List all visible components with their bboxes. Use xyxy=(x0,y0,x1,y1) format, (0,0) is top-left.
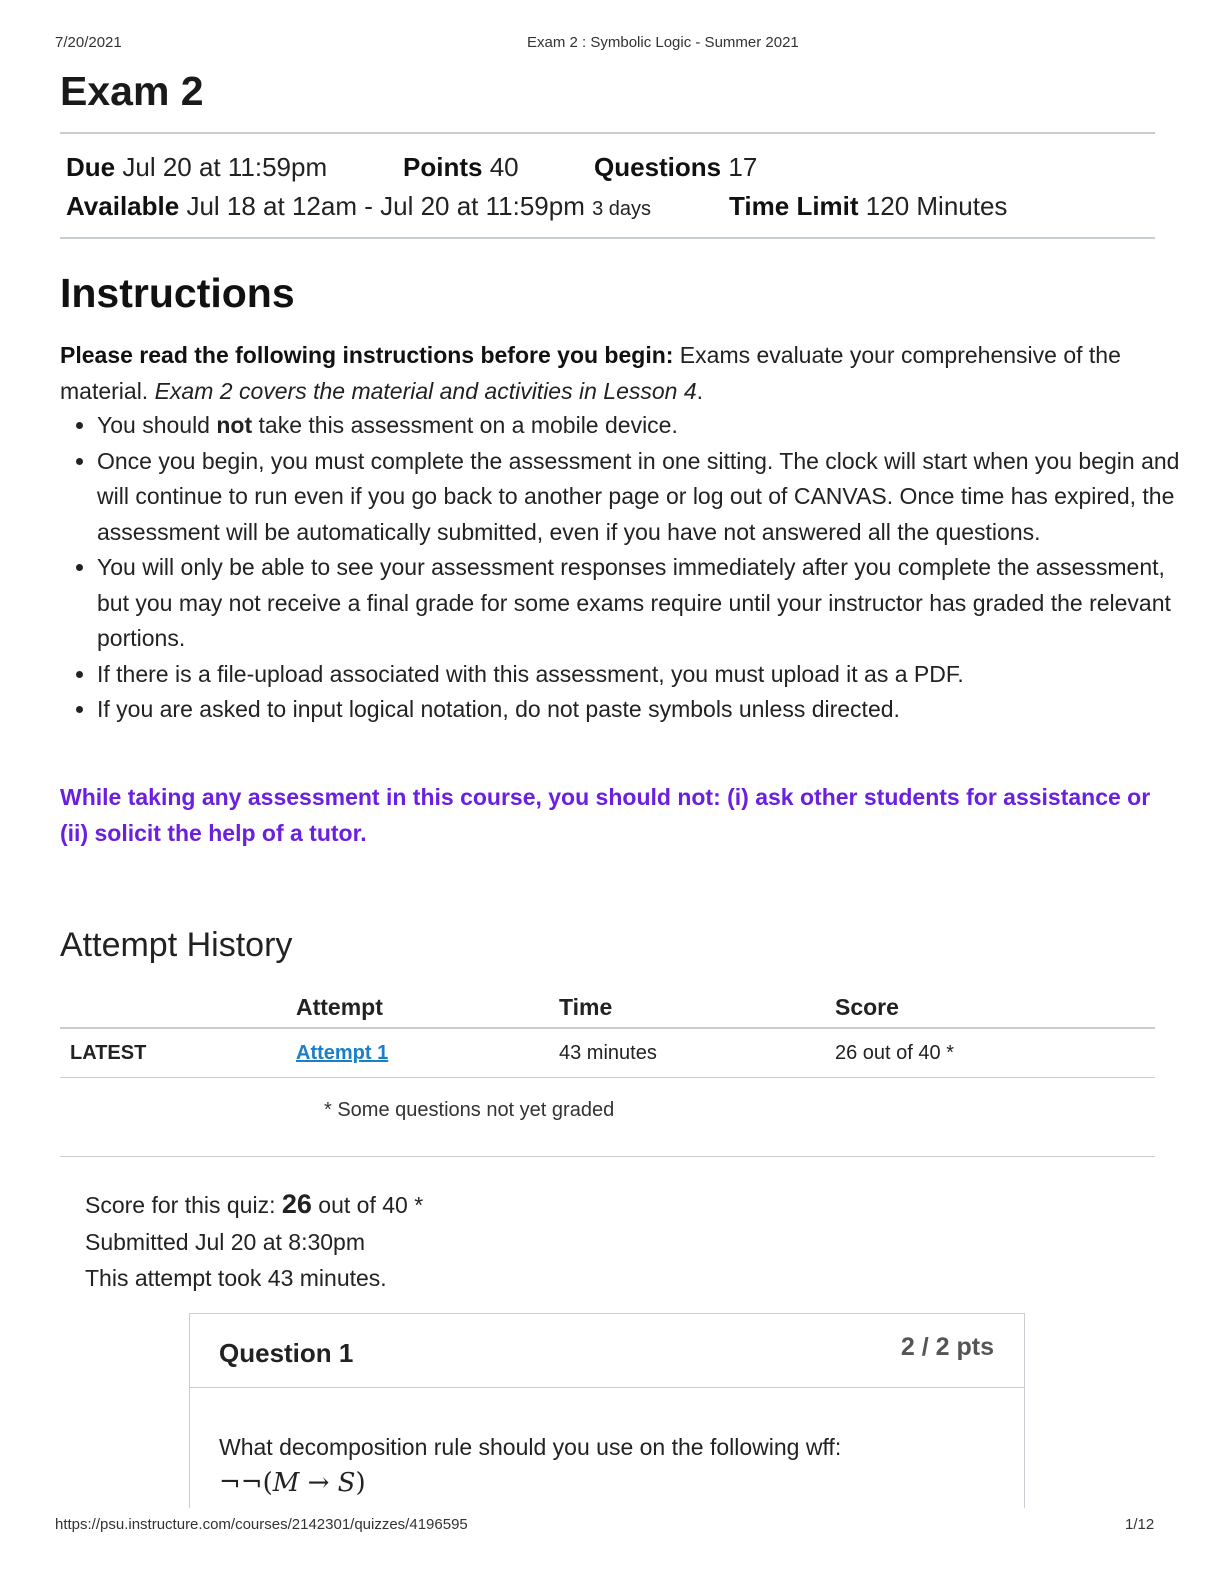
due-value: Jul 20 at 11:59pm xyxy=(122,152,328,182)
points-info xyxy=(403,152,519,183)
question-prompt: What decomposition rule should you use on the following wff: xyxy=(219,1434,842,1460)
question-header xyxy=(190,1314,1024,1388)
header-attempt: Attempt xyxy=(296,994,383,1020)
score-suffix: out of 40 * xyxy=(311,1192,424,1218)
list-item: • You will only be able to see your assessment responses immediately after you complete the assessment, but you may not receive a final grade for some exams require until your instructor has graded the relevant portions. xyxy=(97,550,1192,657)
question-title: Question 1 xyxy=(219,1338,354,1368)
instructions-intro xyxy=(60,338,1160,409)
print-page-title: Exam 2 : Symbolic Logic - Summer 2021 xyxy=(527,34,799,51)
table-header-divider xyxy=(60,1027,1155,1029)
integrity-warning: While taking any assessment in this course, you should not: (i) ask other students for assistance or (ii) solicit the help of a tutor. xyxy=(60,784,1151,846)
score-summary xyxy=(85,1186,423,1297)
intro-end: . xyxy=(696,377,704,404)
table-row-attempt xyxy=(296,1042,388,1065)
page-title: Exam 2 xyxy=(60,68,204,114)
header-score: Score xyxy=(835,994,899,1020)
questions-info xyxy=(594,152,757,183)
due-info xyxy=(66,152,327,183)
time-limit-value: 120 Minutes xyxy=(865,191,1008,221)
list-item: • Once you begin, you must complete the assessment in one sitting. The clock will start when you begin and will continue to run even if you go back to another page or log out of CANVAS. Once time has expired, the assessment will be automatically submitted, even if you have not answered all the questions. xyxy=(97,444,1192,551)
row-time: 43 minutes xyxy=(559,1042,657,1064)
questions-value: 17 xyxy=(728,152,758,182)
intro-bold: Please read the following instructions before you begin: xyxy=(60,342,674,368)
divider xyxy=(60,237,1155,239)
available-info xyxy=(66,191,651,222)
attempt-1-link[interactable]: Attempt 1 xyxy=(296,1042,389,1064)
time-limit-info xyxy=(729,191,1007,222)
score-value: 26 xyxy=(281,1189,312,1219)
divider xyxy=(60,1156,1155,1157)
formula-arrow: → xyxy=(299,1468,338,1498)
attempt-history-heading: Attempt History xyxy=(60,926,293,964)
available-value: Jul 18 at 12am - Jul 20 at 11:59pm xyxy=(186,191,585,221)
instructions-list xyxy=(60,408,1192,728)
intro-italic: Exam 2 covers the material and activities in Lesson 4 xyxy=(154,377,697,404)
list-item xyxy=(97,408,1192,444)
question-formula xyxy=(219,1468,366,1498)
bullet-bold: not xyxy=(216,412,253,438)
print-date: 7/20/2021 xyxy=(55,34,122,51)
divider xyxy=(60,132,1155,134)
bullet-text: You should xyxy=(97,412,217,438)
list-item: • If there is a file-upload associated with this assessment, you must upload it as a PDF. xyxy=(97,657,1192,693)
duration-line: This attempt took 43 minutes. xyxy=(85,1265,387,1291)
grading-note: * Some questions not yet graded xyxy=(324,1099,615,1121)
row-label-latest: LATEST xyxy=(70,1042,147,1064)
available-label: Available xyxy=(66,191,180,221)
print-url: https://psu.instructure.com/courses/2142301/quizzes/4196595 xyxy=(55,1516,468,1533)
score-prefix: Score for this quiz: xyxy=(85,1192,282,1218)
question-points: 2 / 2 pts xyxy=(900,1333,994,1361)
due-label: Due xyxy=(66,152,116,182)
header-time: Time xyxy=(559,994,613,1020)
intro-text: Exams evaluate your comprehensive of the material. xyxy=(60,342,1121,404)
time-limit-label: Time Limit xyxy=(729,191,859,221)
table-row-divider xyxy=(60,1077,1155,1078)
formula-close: ) xyxy=(355,1468,366,1498)
row-score: 26 out of 40 * xyxy=(835,1042,954,1064)
print-page-number: 1/12 xyxy=(1125,1516,1155,1533)
instructions-heading: Instructions xyxy=(60,270,295,316)
list-item: • If you are asked to input logical notation, do not paste symbols unless directed. xyxy=(97,692,1192,728)
bullet-text: take this assessment on a mobile device. xyxy=(252,412,678,438)
formula-negation: ¬¬( xyxy=(219,1468,273,1498)
formula-m: M xyxy=(272,1468,300,1498)
points-value: 40 xyxy=(489,152,519,182)
available-duration: 3 days xyxy=(592,198,652,220)
points-label: Points xyxy=(403,152,483,182)
questions-label: Questions xyxy=(594,152,722,182)
score-line xyxy=(85,1186,423,1224)
submitted-line: Submitted Jul 20 at 8:30pm xyxy=(85,1228,365,1255)
formula-s: S xyxy=(337,1468,356,1498)
